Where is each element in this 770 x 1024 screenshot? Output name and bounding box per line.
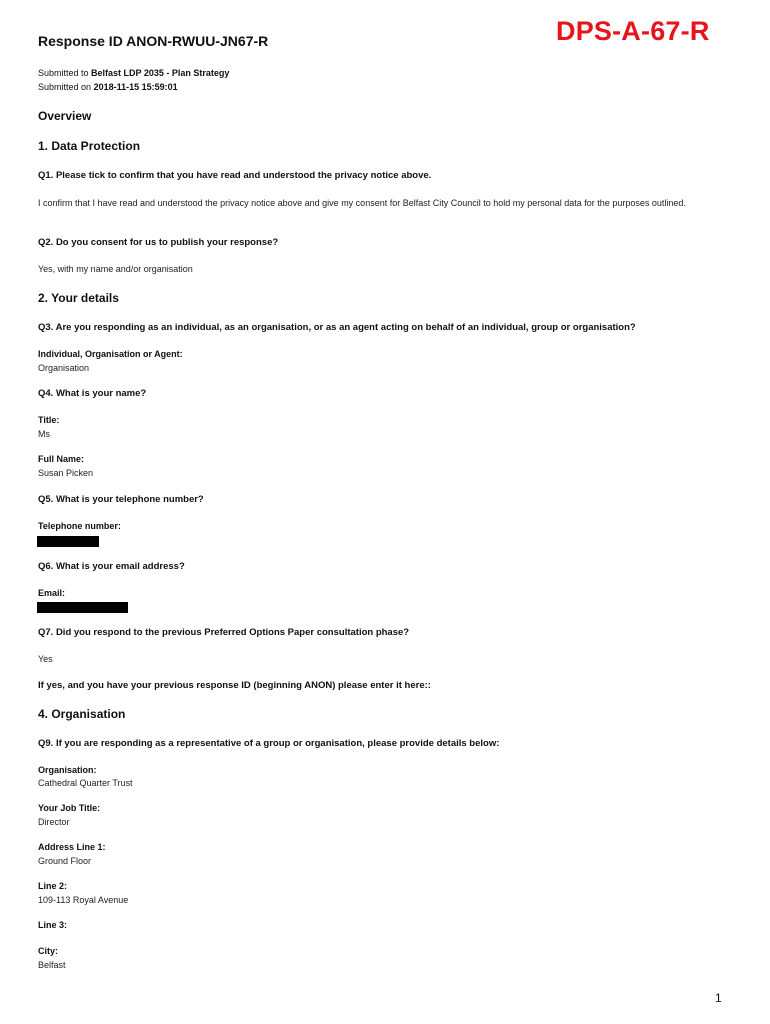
page-number: 1 — [715, 991, 722, 1005]
q9-city-value: Belfast — [38, 960, 66, 970]
q3-question: Q3. Are you responding as an individual, as an organisation, or as an agent acting on behalf of an individual, group or organisation? — [38, 322, 636, 333]
q9-job-value: Director — [38, 817, 70, 827]
q5-label: Telephone number: — [38, 521, 121, 531]
q1-question: Q1. Please tick to confirm that you have read and understood the privacy notice above. — [38, 170, 432, 181]
submitted-to-value: Belfast LDP 2035 - Plan Strategy — [91, 68, 230, 78]
submitted-on — [38, 82, 178, 92]
q4-title-value: Ms — [38, 429, 50, 439]
q6-label: Email: — [38, 588, 66, 598]
q9-line2-value: 109-113 Royal Avenue — [38, 895, 129, 905]
q3-label: Individual, Organisation or Agent: — [38, 349, 183, 359]
overview-heading: Overview — [38, 109, 92, 123]
q4-title-label: Title: — [38, 415, 60, 425]
q9-addr1-value: Ground Floor — [38, 856, 92, 866]
q1-answer: I confirm that I have read and understood the privacy notice above and give my consent for Belfast City Council to hold my personal data for the purposes outlined. — [38, 198, 686, 208]
q9-line2-label: Line 2: — [38, 881, 68, 891]
section-organisation: 4. Organisation — [38, 707, 126, 721]
q6-question: Q6. What is your email address? — [38, 561, 185, 572]
q4-question: Q4. What is your name? — [38, 388, 147, 399]
q5-question: Q5. What is your telephone number? — [38, 494, 204, 505]
q3-answer: Organisation — [38, 363, 90, 373]
q7-answer: Yes — [38, 654, 53, 664]
section-data-protection: 1. Data Protection — [38, 139, 141, 153]
q7-question: Q7. Did you respond to the previous Preferred Options Paper consultation phase? — [38, 627, 410, 638]
q9-city-label: City: — [38, 946, 58, 956]
q9-org-label: Organisation: — [38, 765, 97, 775]
q9-line3-label: Line 3: — [38, 920, 68, 930]
submitted-on-label: Submitted on — [38, 82, 92, 92]
document-stamp: DPS-A-67-R — [556, 16, 710, 46]
q9-question: Q9. If you are responding as a representative of a group or organisation, please provide details below: — [38, 738, 500, 749]
q9-addr1-label: Address Line 1: — [38, 842, 106, 852]
email-redaction — [37, 602, 128, 613]
response-id: Response ID ANON-RWUU-JN67-R — [38, 33, 269, 49]
submitted-to — [38, 68, 229, 78]
q9-job-label: Your Job Title: — [38, 803, 101, 813]
section-your-details: 2. Your details — [38, 291, 119, 305]
telephone-redaction — [37, 536, 99, 547]
q4-name-label: Full Name: — [38, 454, 85, 464]
q9-org-value: Cathedral Quarter Trust — [38, 778, 133, 788]
q2-answer: Yes, with my name and/or organisation — [38, 264, 193, 274]
submitted-on-value: 2018-11-15 15:59:01 — [93, 82, 178, 92]
q7-followup: If yes, and you have your previous response ID (beginning ANON) please enter it here:: — [38, 680, 431, 691]
q2-question: Q2. Do you consent for us to publish your response? — [38, 237, 279, 248]
q4-name-value: Susan Picken — [38, 468, 94, 478]
submitted-to-label: Submitted to — [38, 68, 89, 78]
